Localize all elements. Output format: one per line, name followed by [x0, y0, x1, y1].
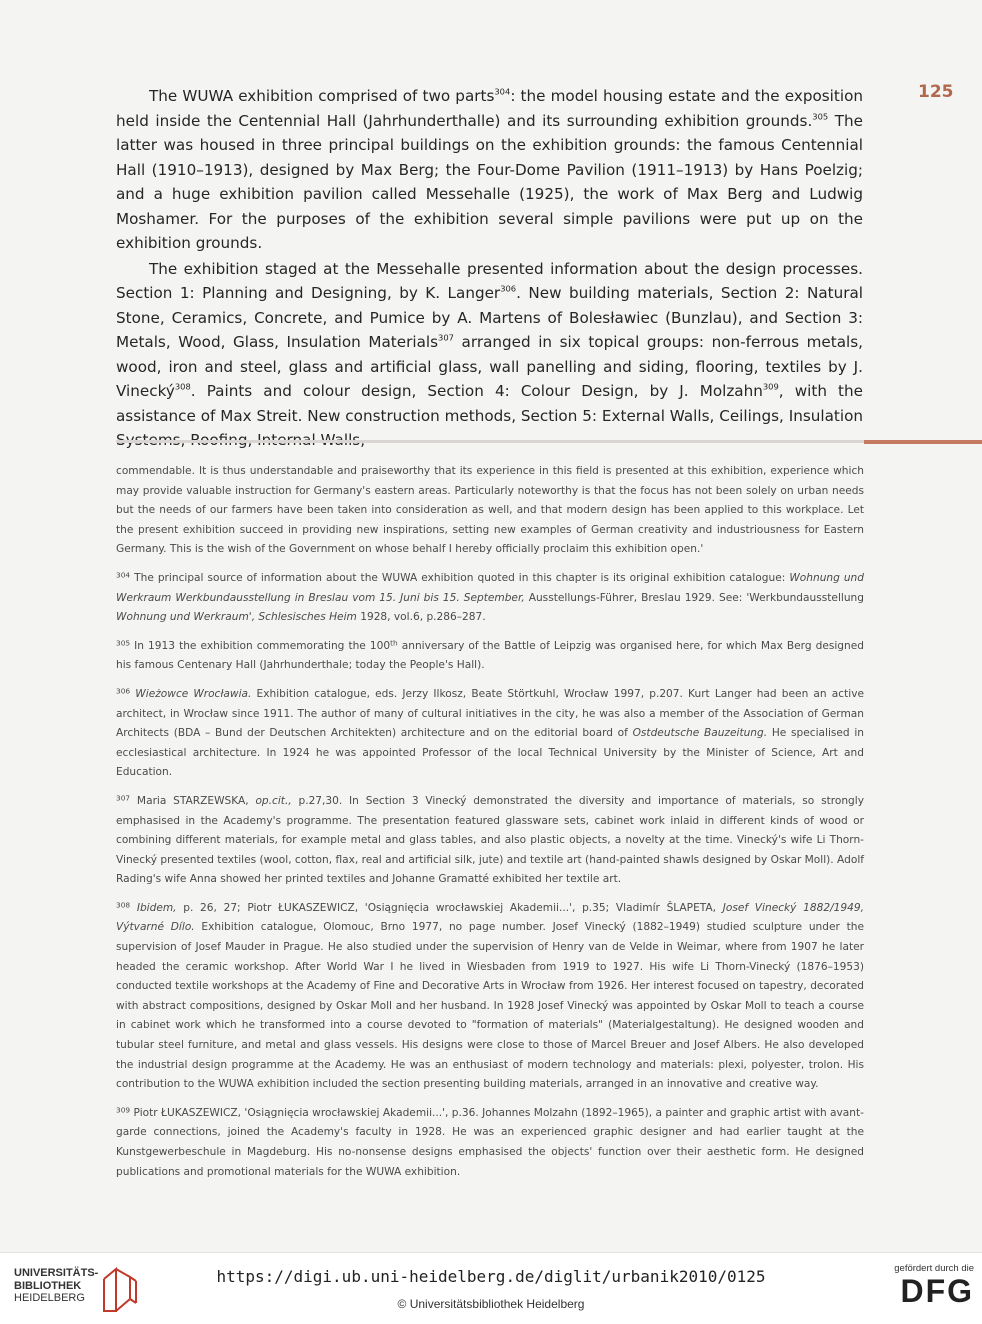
footnote-ref-304[interactable]: 304 [494, 86, 511, 97]
footnote-divider-accent [864, 440, 982, 444]
copyright-notice: © Universitätsbibliothek Heidelberg [397, 1297, 585, 1311]
footnote-304: $^{304}$ The principal source of information about the WUWA exhibition quoted in this chapter is its original exhibition catalogue: Wohnung und Werkraum Werkbundausstellung in Breslau vom 15. Juni bis 15. September, Ausstellungs-Führer, Breslau 1929. See: 'Werkbundausstellung Wohnung und Werkraum', Schlesisches Heim 1928, vol.6, p.286–287. [116, 570, 864, 624]
funded-by-label: gefördert durch die [894, 1263, 974, 1274]
viewer-footer [0, 1252, 982, 1324]
footnote-306: $^{306}$ Wieżowce Wrocławia. Exhibition catalogue, eds. Jerzy Ilkosz, Beate Störtkuhl, Wrocław 1997, p.207. Kurt Langer had been an active architect, in Wrocław since 1911. The author of many of cultural initiatives in the city, he was also a member of the Association of German Architects (BDA – Bund der Deutschen Architekten) architecture and on the editorial board of Ostdeutsche Bauzeitung. He specialised in ecclesiastical architecture. In 1924 he was appointed Professor of the local Technical University by the Minister of Science, Art and Education. [116, 686, 864, 779]
main-text [116, 84, 863, 453]
dfg-wordmark: DFG [900, 1273, 974, 1309]
footnote-ref-309[interactable]: 309 [762, 381, 779, 392]
footnote-305: $^{305}$ In 1913 the exhibition commemorating the 100th anniversary of the Battle of Leipzig was organised here, for which Max Berg designed his famous Centenary Hall (Jahrhunderthale; today the People's Hall). [116, 638, 864, 672]
footnote-ref-306[interactable]: 306 [500, 283, 517, 294]
footnote-ref-307[interactable]: 307 [438, 332, 454, 343]
library-name-line1: UNIVERSITÄTS- [14, 1267, 99, 1279]
footnotes [116, 462, 864, 1191]
footnote-307: $^{307}$ Maria STARZEWSKA, op.cit., p.27,30. In Section 3 Vinecký demonstrated the diversity and importance of materials, so strongly emphasised in the Academy's programme. The presentation featured glassware sets, cabinet work inlaid in different kinds of wood or combining different materials, for example metal and glass tables, and also plastic objects, a novelty at the time. Vinecký's wife Li Thorn-Vinecký presented textiles (wool, cotton, flax, real and artificial silk, jute) and textile art (hand-painted shawls designed by Oskar Moll). Adolf Rading's wife Anna showed her printed textiles and Johanne Gramatté exhibited her textile art. [116, 793, 864, 886]
footnote-ref-305[interactable]: 305 [812, 111, 829, 122]
library-name-line3: HEIDELBERG [14, 1292, 85, 1304]
paragraph-1: The WUWA exhibition comprised of two parts$^{304}$: the model housing estate and the exposition held inside the Centennial Hall (Jahrhunderthalle) and its surrounding exhibition grounds.$^{305}$ The latter was housed in three principal buildings on the exhibition grounds: the famous Centennial Hall (1910–1913), designed by Max Berg; the Four-Dome Pavilion (1911–1913) by Hans Poelzig; and a huge exhibition pavilion called Messehalle (1925), the work of Max Berg and Ludwig Moshamer. For the purposes of the exhibition several simple pavilions were put up on the exhibition grounds. [116, 86, 864, 252]
footnote-divider [116, 440, 864, 443]
paragraph-2: The exhibition staged at the Messehalle presented information about the design processes. Section 1: Planning and Designing, by K. Langer$^{306}$. New building materials, Section 2: Natural Stone, Ceramics, Concrete, and Pumice by A. Martens of Bolesławiec (Bunzlau), and Section 3: Metals, Wood, Glass, Insulation Materials$^{307}$ arranged in six topical groups: non-ferrous metals, wood, iron and steel, glass and artificial glass, wall panelling and siding, flooring, textiles by J. Vinecký$^{308}$. Paints and colour design, Section 4: Colour Design, by J. Molzahn$^{309}$, with the assistance of Max Streit. New construction methods, Section 5: External Walls, Ceilings, Insulation [116, 259, 864, 425]
footnote-308: $^{308}$ Ibidem, p. 26, 27; Piotr ŁUKASZEWICZ, 'Osiągnięcia wrocławskiej Akademii...', p.35; Vladimír ŠLAPETA, Josef Vinecký 1882/1949, Výtvarné Dílo. Exhibition catalogue, Olomouc, Brno 1977, no page number. Josef Vinecký (1882–1949) studied sculpture under the supervision of Josef Mauder in Prague. He also studied under the supervision of Henry van de Velde in Weimar, where from 1907 he later headed the ceramic workshop. After World War I he lived in Wiesbaden from 1919 to 1927. His wife Li Thorn-Vinecký (1876–1953) conducted textile workshops at the Academy of Fine and Decorative Arts in Wrocław from 1926. Her interest focused on tapestry, decorated with abstract compositions, designed by Oskar Moll and her husband. In 1928 Josef Vinecký was appointed by Oskar Moll to teach a course in cabinet work which he transformed into a course devoted to "formation of materials" (Materialgestaltung). He designed wooden and tubular steel furniture, and metal and glass vessels. His designs were close to those of Marcel Breuer and Josef Albers. He also developed the industrial design programme at the Academy. He was an enthusiast of modern technology and materials: plexi, polyester, trolon. His contribution to the WUWA exhibition included the section presenting building materials, arranged in an innovative and creative way. [116, 900, 864, 1091]
permalink-url[interactable]: https://digi.ub.uni-heidelberg.de/diglit/urbanik2010/0125 [216, 1267, 766, 1286]
footnote-309: $^{309}$ Piotr ŁUKASZEWICZ, 'Osiągnięcia wrocławskiej Akademii...', p.36. Johannes Molzahn (1892–1965), a painter and graphic artist with avant-garde connections, joined the Academy's faculty in 1928. He was an experienced graphic designer and had earlier taught at the Kunstgewerbeschule in Magdeburg. His no-nonsense designs emphasised the objects' function over their aesthetic form. He designed publications and promotional materials for the WUWA exhibition. [116, 1105, 864, 1178]
footnote-continuation: commendable. It is thus understandable and praiseworthy that its experience in this field is presented at this exhibition, experience which may provide valuable instruction for Germany's eastern areas. Particularly noteworthy is that the focus has not been solely on urban needs but the needs of our farmers have been taken into consideration as well, and that modern design has been applied to this workplace. Let the present exhibition succeed in providing new inspirations, setting new examples of German creativity and industriousness for Eastern Germany. This is the wish of the Government on whose behalf I hereby officially proclaim this exhibition open.' [116, 465, 864, 556]
footnote-ref-308[interactable]: 308 [174, 381, 191, 392]
library-name-line2: BIBLIOTHEK [14, 1279, 82, 1292]
page-number: 125 [918, 82, 954, 102]
dfg-logo[interactable] [864, 1263, 974, 1317]
